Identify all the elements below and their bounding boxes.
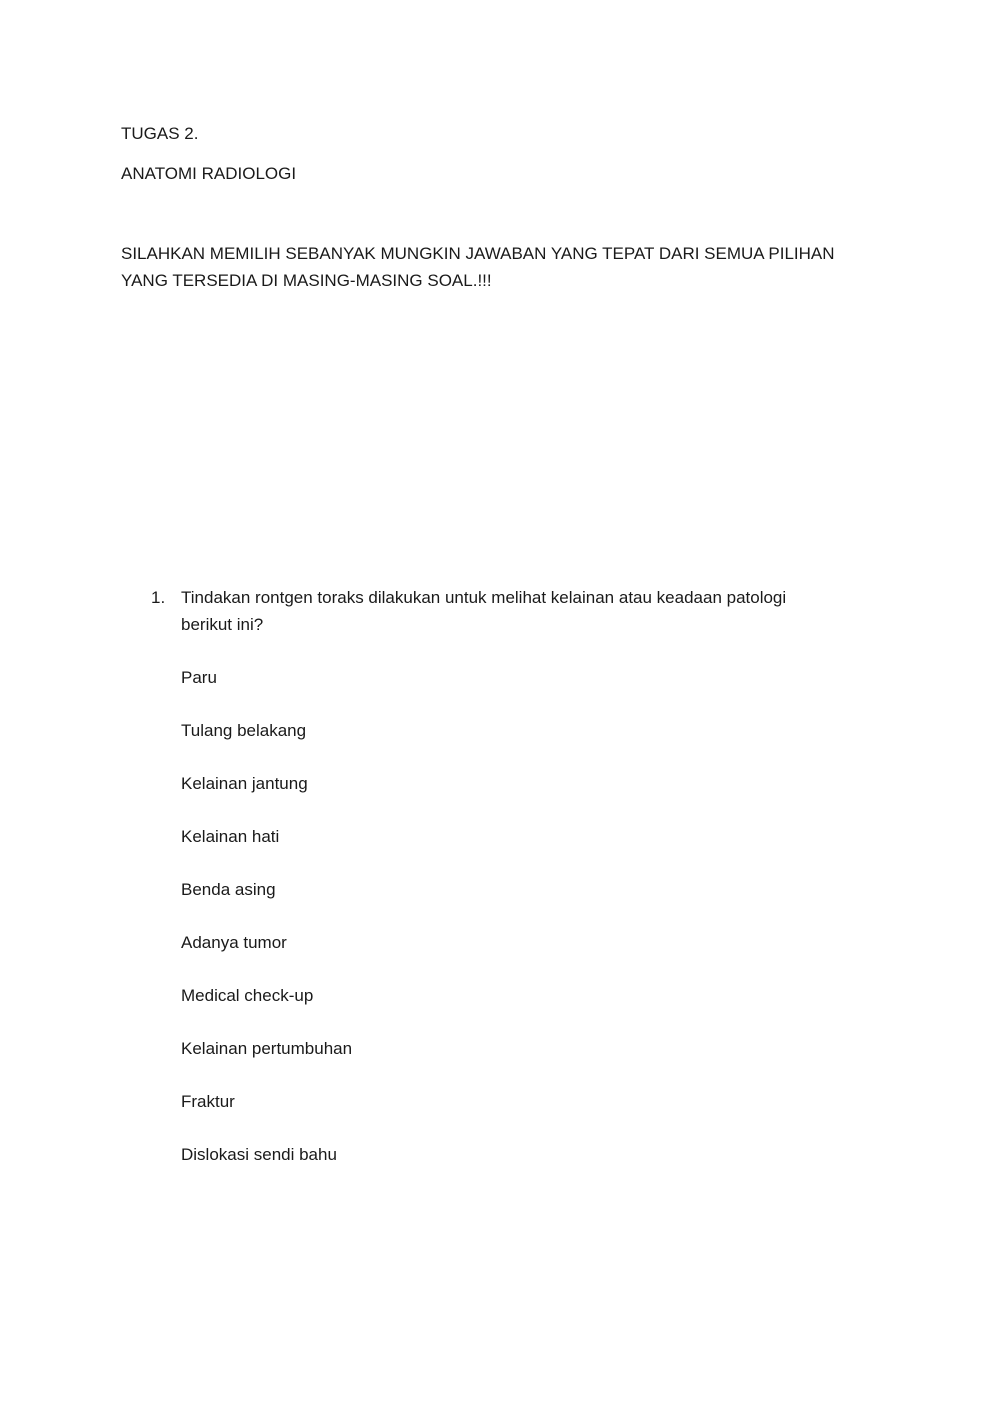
document-title: TUGAS 2. — [121, 124, 199, 143]
answer-option[interactable]: Fraktur — [181, 1092, 235, 1111]
question-text-line: berikut ini? — [181, 615, 264, 634]
instruction-line: YANG TERSEDIA DI MASING-MASING SOAL.!!! — [121, 271, 492, 290]
answer-option[interactable]: Kelainan hati — [181, 827, 280, 846]
question-text-line: Tindakan rontgen toraks dilakukan untuk melihat kelainan atau keadaan patologi — [181, 588, 787, 607]
instruction-text — [121, 240, 861, 294]
answer-options — [181, 664, 352, 1194]
answer-option[interactable]: Benda asing — [181, 880, 276, 899]
question-text — [181, 584, 871, 638]
document-subject: ANATOMI RADIOLOGI — [121, 164, 297, 183]
answer-option[interactable]: Medical check-up — [181, 986, 314, 1005]
answer-option[interactable]: Kelainan jantung — [181, 774, 308, 793]
answer-option[interactable]: Adanya tumor — [181, 933, 287, 952]
answer-option[interactable]: Paru — [181, 668, 217, 687]
answer-option[interactable]: Tulang belakang — [181, 721, 307, 740]
instruction-line: SILAHKAN MEMILIH SEBANYAK MUNGKIN JAWABAN YANG TEPAT DARI SEMUA PILIHAN — [121, 244, 835, 263]
question-number: 1. — [151, 588, 166, 607]
answer-option[interactable]: Kelainan pertumbuhan — [181, 1039, 353, 1058]
answer-option[interactable]: Dislokasi sendi bahu — [181, 1145, 337, 1164]
